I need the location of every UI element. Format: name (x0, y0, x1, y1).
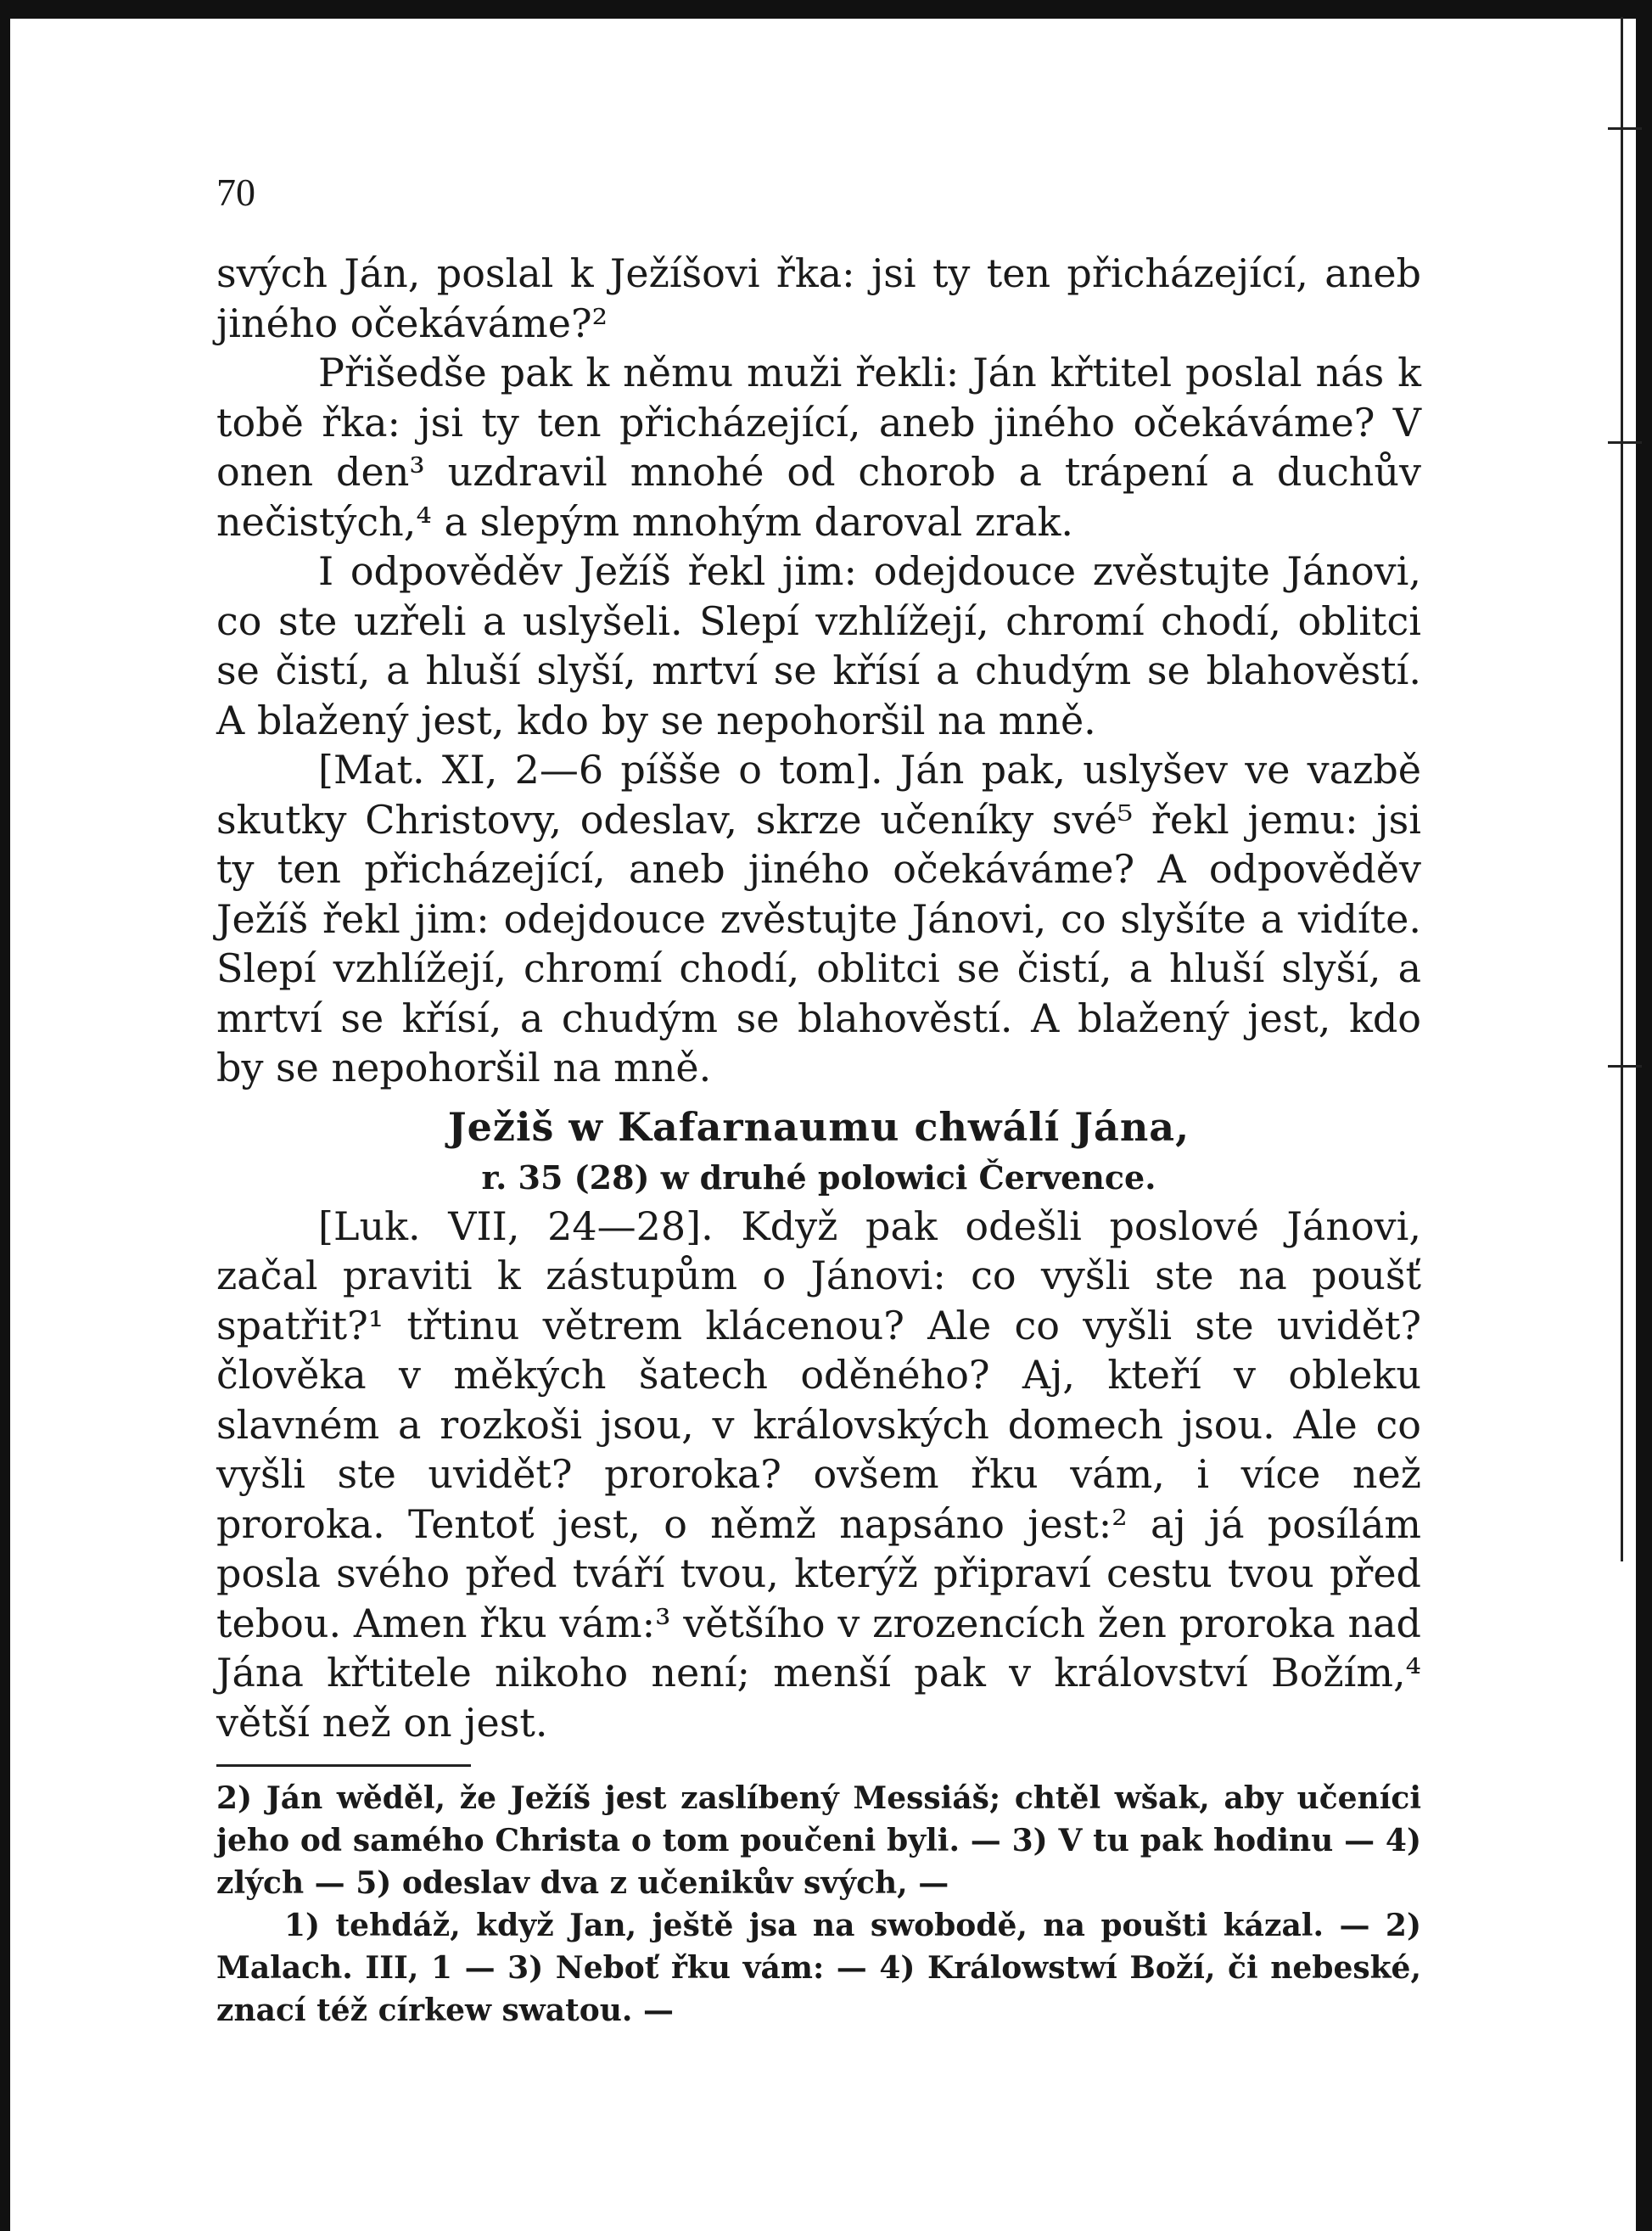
book-page (216, 170, 1421, 2032)
scan-border-right (1636, 0, 1652, 2231)
main-text-2 (216, 1202, 1421, 1748)
binding-edge-tick (1608, 127, 1642, 130)
section-heading: Ježiš w Kafarnaumu chwálí Jána, (447, 1103, 1190, 1150)
section-subheading: r. 35 (28) w druhé polowici Července. (481, 1158, 1156, 1197)
scan-border-left (0, 0, 10, 2231)
page-number: 70 (216, 171, 255, 214)
paragraph: Přišedše pak k němu muži řekli: Ján křtitel poslal nás k tobě řka: jsi ty ten přicházející, aneb jiného očekáváme? V onen den³ uzdravil mnohé od chorob a trápení a duchův nečistých,⁴ a slepým mnohým daroval zrak. (216, 350, 1421, 545)
footnote: 2) Ján wěděl, že Ježíš jest zaslíbený Messiáš; chtěl wšak, aby učeníci jeho od samého Christa o tom poučeni byli. — 3) V tu pak hodinu — 4) zlých — 5) odeslav dva z učenikův svých, — (216, 1780, 1421, 1901)
scan-border-top (0, 0, 1652, 19)
paragraph: [Mat. XI, 2—6 píšše o tom]. Ján pak, uslyšev ve vazbě skutky Christovy, odeslav, skrze učeníky své⁵ řekl jemu: jsi ty ten přicházející, aneb jiného očekáváme? A odpověděv Ježíš řekl jim: odejdouce zvěstujte Jánovi, co slyšíte a vidíte. Slepí vzhlížejí, chromí chodí, oblitci se čistí, a hluší slyší, a mrtví se křísí, a chudým se blahověstí. A blažený jest, kdo by se nepohoršil na mně. (216, 747, 1421, 1090)
footnote: 1) tehdáž, když Jan, ještě jsa na swobodě, na poušti kázal. — 2) Malach. III, 1 — 3) Neboť řku vám: — 4) Králowstwí Boží, či nebeské, znací též církew swatou. — (216, 1908, 1421, 2028)
main-text (216, 249, 1421, 1093)
binding-edge-tick (1608, 441, 1642, 444)
binding-edge-tick (1608, 1065, 1642, 1068)
paragraph: svých Ján, poslal k Ježíšovi řka: jsi ty ten přicházející, aneb jiného očekáváme?² (216, 250, 1421, 346)
paragraph: [Luk. VII, 24—28]. Když pak odešli poslové Jánovi, začal praviti k zástupům o Jánovi: co vyšli ste na poušť spatřit?¹ třtinu větrem klácenou? Ale co vyšli ste uvidět? člověka v měkých šatech oděného? Aj, kteří v obleku slavném a rozkoši jsou, v královských domech jsou. Ale co vyšli ste uvidět? proroka? ovšem řku vám, i více než proroka. Tentoť jest, o němž napsáno jest:² aj já posílám posla svého před tváří tvou, kterýž připraví cestu tvou před tebou. Amen řku vám:³ většího v zrozencích žen proroka nad Jána křtitele nikoho není; menší pak v království Božím,⁴ větší než on jest. (216, 1202, 1421, 1746)
footnotes (216, 1777, 1421, 2032)
paragraph: I odpověděv Ježíš řekl jim: odejdouce zvěstujte Jánovi, co ste uzřeli a uslyšeli. Slepí vzhlížejí, chromí chodí, oblitci se čistí, a hluší slyší, mrtví se křísí a chudým se blahověstí. A blažený jest, kdo by se nepohoršil na mně. (216, 548, 1421, 743)
footnote-separator (216, 1764, 471, 1767)
binding-edge-line (1621, 17, 1623, 1561)
